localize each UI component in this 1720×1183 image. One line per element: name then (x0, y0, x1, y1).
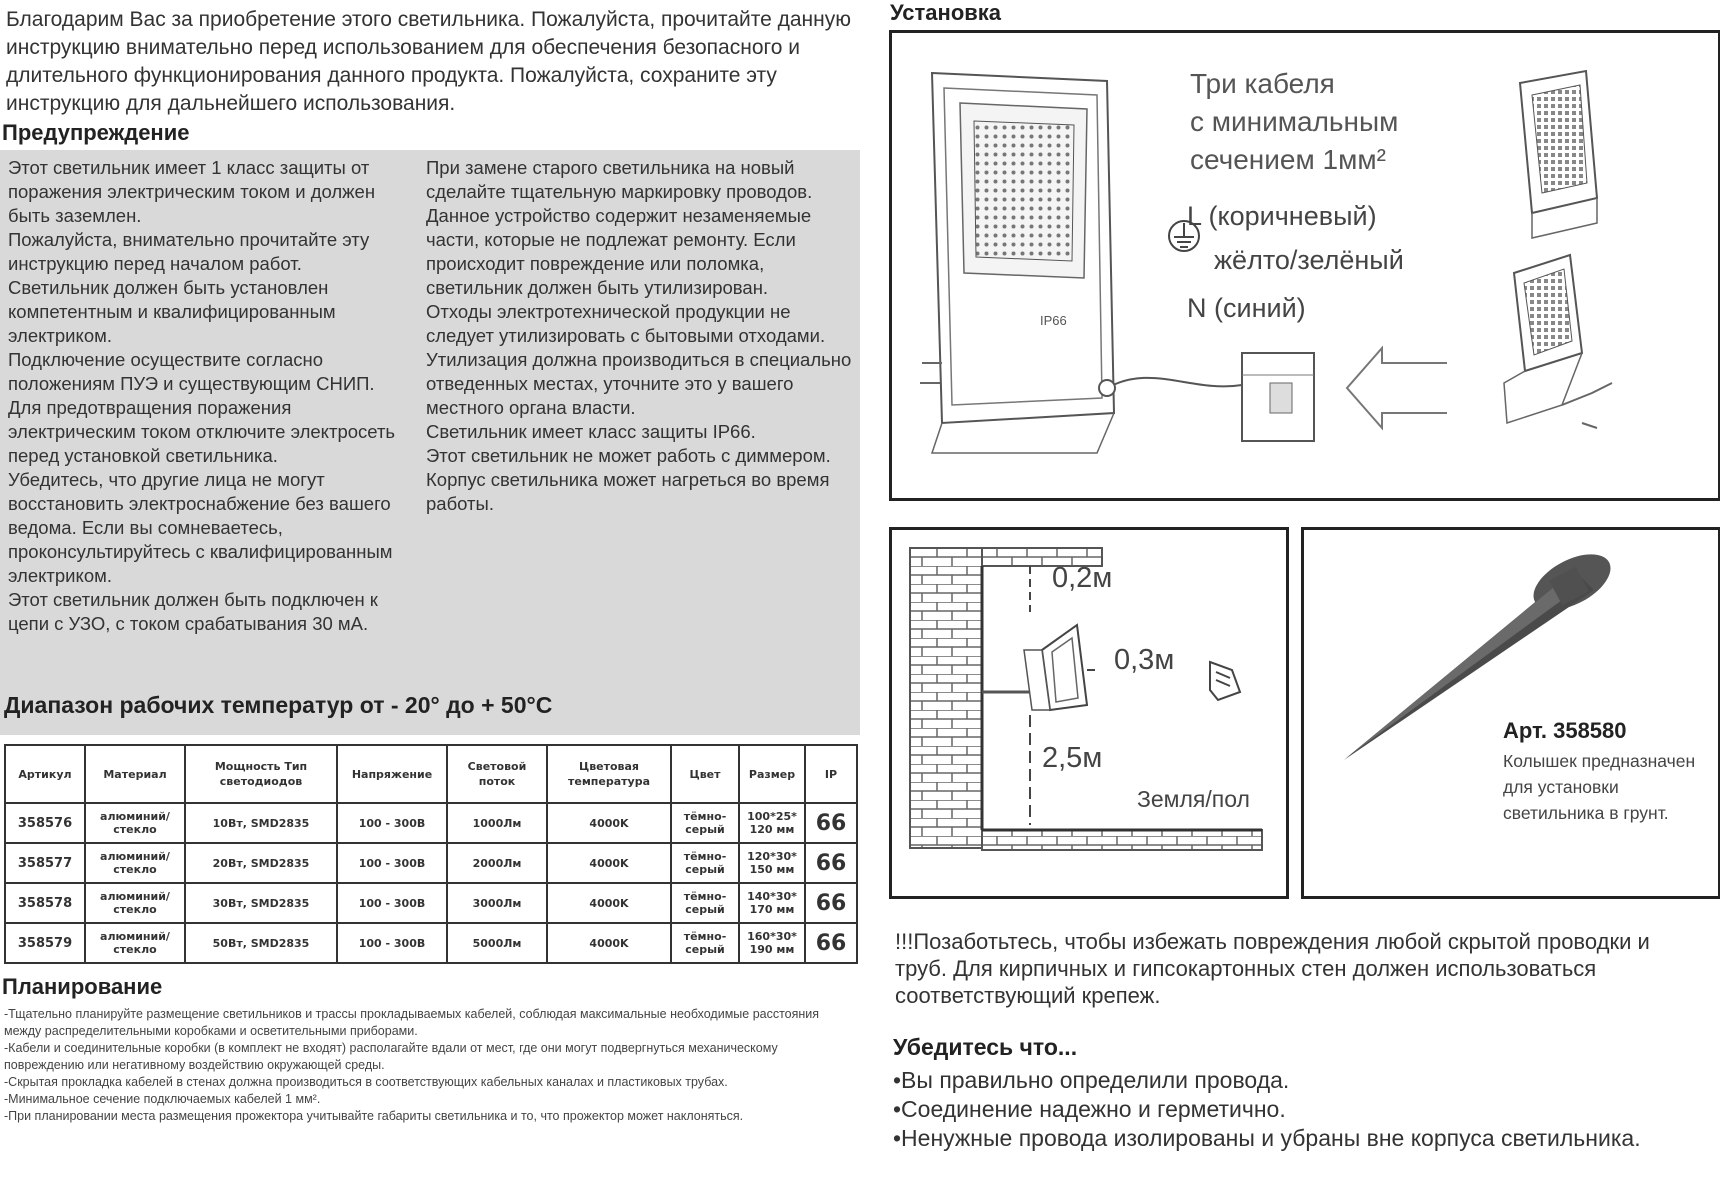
table-cell: 66 (805, 843, 857, 883)
table-cell: 100 - 300В (337, 843, 447, 883)
table-cell: 4000K (547, 923, 671, 963)
warning-column-2: При замене старого светильника на новый сделайте тщательную маркировку проводов. Данное устройство содержит незаменяемые части, которые не подлежат ремонту. Если происходит повреждение или поломка, светильник должен быть утилизирован. Отходы электротехнической продукции не следует утилизировать с бытовыми отходами. Утилизация должна производиться в специально отведенных местах, уточните это у вашего местного органа власти. Светильник имеет класс защиты IP66. Этот светильник не может работь с диммером. Корпус светильника может нагреться во время работы. (426, 157, 852, 514)
warning-column-1: Этот светильник имеет 1 класс защиты от поражения электрическим током и должен быть заземлен. Пожалуйста, внимательно прочитайте эту инструкцию перед началом работ. Светильник должен быть установлен компетентным и квалифицированным электриком. Подключение осуществите согласно положениям ПУЭ и существующим СНИП. Для предотвращения поражения электрическим током отключите электросеть перед установкой светильника. Убедитесь, что другие лица не могут восстановить электроснабжение без вашего ведома. Если вы сомневаетесь, проконсультируйтесь с квалифицированным электриком. Этот светильник должен быть подключен к цепи с УЗО, с током срабатывания 30 мА. (8, 157, 396, 634)
table-header: Напряжение (337, 745, 447, 803)
cable-line: сечением 1мм² (1190, 144, 1386, 175)
table-cell: 358579 (5, 923, 85, 963)
table-cell: алюминий/ стекло (85, 923, 185, 963)
table-cell: 4000K (547, 843, 671, 883)
table-row (5, 883, 857, 923)
table-cell: 66 (805, 883, 857, 923)
table-cell: тёмно-серый (671, 883, 739, 923)
table-row (5, 843, 857, 883)
caution-note: !!!Позаботьтесь, чтобы избежать повреждения любой скрытой проводки и труб. Для кирпичных и гипсокартонных стен должен использоваться соответствующий крепеж. (895, 929, 1650, 1008)
table-cell: алюминий/ стекло (85, 803, 185, 843)
table-cell: 1000Лм (447, 803, 547, 843)
checklist-item: •Ненужные провода изолированы и убраны вне корпуса светильника. (893, 1125, 1641, 1151)
table-cell: алюминий/ стекло (85, 843, 185, 883)
distance-side: 0,3м (1114, 644, 1175, 676)
table-header: Мощность Тип светодиодов (185, 745, 337, 803)
ground-stake-image (1304, 530, 1718, 896)
stake-panel (1301, 527, 1720, 899)
table-header: IP (805, 745, 857, 803)
table-cell: 140*30* 170 мм (739, 883, 805, 923)
table-cell: 358578 (5, 883, 85, 923)
wire-neutral-label: N (синий) (1187, 293, 1306, 323)
wire-live-label: L (коричневый) (1187, 201, 1377, 231)
table-cell: тёмно-серый (671, 923, 739, 963)
checklist-heading: Убедитесь что... (893, 1034, 1078, 1060)
table-cell: 20Вт, SMD2835 (185, 843, 337, 883)
table-cell: 358576 (5, 803, 85, 843)
table-cell: 100 - 300В (337, 803, 447, 843)
planning-list (4, 1006, 854, 1125)
cable-line: Три кабеля (1190, 68, 1335, 99)
table-cell: 30Вт, SMD2835 (185, 883, 337, 923)
table-cell: 66 (805, 923, 857, 963)
spec-table (4, 744, 858, 964)
table-row (5, 923, 857, 963)
table-cell: тёмно-серый (671, 843, 739, 883)
table-header: Световой поток (447, 745, 547, 803)
checklist-item: •Соединение надежно и герметично. (893, 1096, 1286, 1122)
stake-description: Колышек предназначен для установки светильника в грунт. (1503, 751, 1696, 823)
planning-item: -Тщательно планируйте размещение светильников и трассы прокладываемых кабелей, соблюдая максимальные необходимые расстояния между распределительными коробками и осветительными приборами. (4, 1007, 820, 1038)
wire-earth-label: жёлто/зелёный (1214, 245, 1404, 275)
table-cell: 50Вт, SMD2835 (185, 923, 337, 963)
table-cell: 3000Лм (447, 883, 547, 923)
table-cell: 100 - 300В (337, 883, 447, 923)
table-cell: 5000Лм (447, 923, 547, 963)
table-cell: 4000K (547, 803, 671, 843)
table-cell: 4000K (547, 883, 671, 923)
planning-heading: Планирование (2, 974, 163, 999)
table-cell: тёмно-серый (671, 803, 739, 843)
table-cell: алюминий/ стекло (85, 883, 185, 923)
mounting-diagram (889, 527, 1289, 899)
table-cell: 100*25* 120 мм (739, 803, 805, 843)
table-cell: 160*30* 190 мм (739, 923, 805, 963)
ip-label: IP66 (1040, 313, 1067, 328)
installation-diagram (889, 30, 1720, 501)
installation-heading: Установка (890, 0, 1002, 25)
checklist-item: •Вы правильно определили провода. (893, 1067, 1290, 1093)
warning-box (0, 150, 860, 735)
table-cell: 358577 (5, 843, 85, 883)
planning-item: -При планировании места размещения прожектора учитывайте габариты светильника и то, что прожектор может наклоняться. (4, 1109, 744, 1123)
ground-label: Земля/пол (1137, 786, 1250, 812)
temperature-range: Диапазон рабочих температур от - 20° до + 50°C (4, 692, 553, 718)
table-header: Цвет (671, 745, 739, 803)
distance-height: 2,5м (1042, 742, 1103, 774)
distance-top: 0,2м (1052, 562, 1113, 594)
table-header: Размер (739, 745, 805, 803)
intro-text: Благодарим Вас за приобретение этого светильника. Пожалуйста, прочитайте данную инструкцию внимательно перед использованием для обеспечения безопасного и длительного функционирования данного продукта. Пожалуйста, сохраните эту инструкцию для дальнейшего использования. (6, 8, 852, 115)
table-cell: 2000Лм (447, 843, 547, 883)
planning-item: -Кабели и соединительные коробки (в комплект не входят) располагайте вдали от мест, где они могут подвергнуться механическому повреждению или негативному воздействию окружающей среды. (4, 1041, 778, 1072)
cable-requirement (1190, 65, 1398, 179)
table-cell: 120*30* 150 мм (739, 843, 805, 883)
table-header: Артикул (5, 745, 85, 803)
warning-heading: Предупреждение (2, 120, 190, 145)
planning-item: -Скрытая прокладка кабелей в стенах должна производиться в соответствующих кабельных каналах и пластиковых трубах. (4, 1075, 728, 1089)
table-header-row (5, 745, 857, 803)
table-header: Материал (85, 745, 185, 803)
table-row (5, 803, 857, 843)
stake-article: Арт. 358580 (1503, 718, 1627, 743)
table-cell: 66 (805, 803, 857, 843)
table-header: Цветовая температура (547, 745, 671, 803)
table-cell: 100 - 300В (337, 923, 447, 963)
table-cell: 10Вт, SMD2835 (185, 803, 337, 843)
cable-line: с минимальным (1190, 106, 1399, 137)
checklist (893, 1066, 1713, 1153)
planning-item: -Минимальное сечение подключаемых кабелей 1 мм². (4, 1092, 321, 1106)
